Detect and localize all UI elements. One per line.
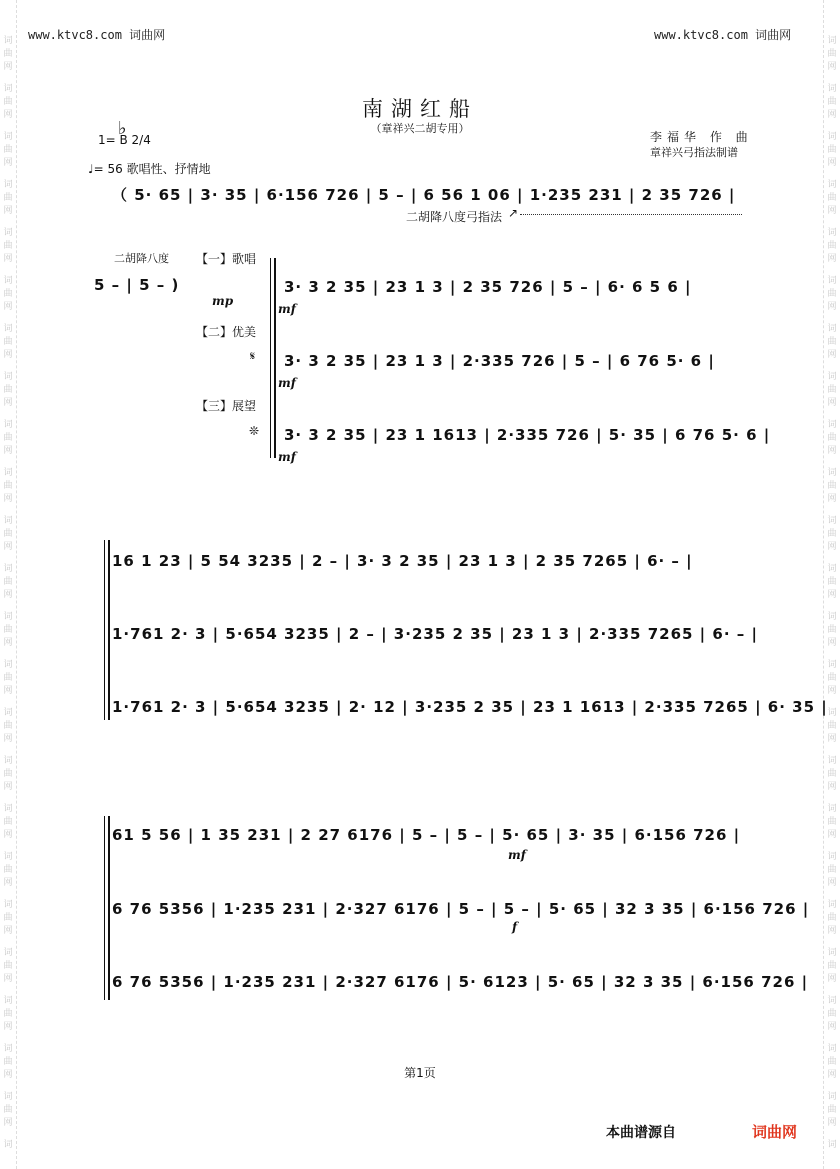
- side-watermark-char: 曲: [3, 673, 13, 683]
- side-watermark-char: 曲: [827, 433, 837, 443]
- side-watermark-char: 词: [827, 420, 837, 430]
- octave-note-2: 二胡降八度: [114, 252, 169, 265]
- key-signature: 1= B 2/4: [98, 133, 151, 147]
- side-watermark-char: 曲: [827, 289, 837, 299]
- side-watermark-char: 词: [3, 660, 13, 670]
- side-watermark-char: 词: [827, 1092, 837, 1102]
- side-watermark-char: 曲: [3, 529, 13, 539]
- side-watermark-char: 曲: [827, 49, 837, 59]
- section-label-2: 【二】优美: [196, 325, 257, 339]
- side-watermark-char: 网: [827, 638, 837, 648]
- pre-notation-line: 5 – | 5 – ): [94, 276, 180, 294]
- side-watermark-char: 词: [3, 948, 13, 958]
- right-watermark-strip: [823, 0, 840, 1169]
- side-watermark-char: 网: [827, 398, 837, 408]
- side-watermark-char: 网: [3, 398, 13, 408]
- side-watermark-char: 网: [3, 1070, 13, 1080]
- side-watermark-char: 网: [3, 158, 13, 168]
- dynamic-mf-4: mf: [508, 848, 526, 862]
- side-watermark-char: 词: [3, 708, 13, 718]
- side-watermark-char: 曲: [3, 337, 13, 347]
- side-watermark-char: 词: [827, 84, 837, 94]
- side-watermark-char: 网: [3, 830, 13, 840]
- system2-part1: 16 1 23 | 5 54 3235 | 2 – | 3· 3 2 35 | 23 1 3 | 2 35 7265 | 6· – |: [112, 552, 693, 570]
- side-watermark-char: 词: [827, 948, 837, 958]
- side-watermark-char: 曲: [827, 193, 837, 203]
- watermark-url-right: www.ktvc8.com 词曲网: [654, 28, 792, 42]
- side-watermark-char: 词: [3, 756, 13, 766]
- side-watermark-char: 网: [827, 1022, 837, 1032]
- side-watermark-char: 词: [3, 852, 13, 862]
- side-watermark-char: 曲: [3, 1105, 13, 1115]
- side-watermark-char: 网: [827, 1070, 837, 1080]
- side-watermark-char: 曲: [3, 961, 13, 971]
- side-watermark-char: 网: [3, 542, 13, 552]
- side-watermark-char: 网: [3, 254, 13, 264]
- side-watermark-char: 词: [827, 1140, 837, 1150]
- side-watermark-char: 曲: [827, 241, 837, 251]
- side-watermark-char: 词: [827, 516, 837, 526]
- system3-part3: 6 76 5356 | 1·235 231 | 2·327 6176 | 5· 6123 | 5· 65 | 32 3 35 | 6·156 726 |: [112, 973, 809, 991]
- segno-icon: 𝄋: [250, 349, 256, 363]
- side-watermark-char: 词: [3, 84, 13, 94]
- side-watermark-char: 词: [827, 372, 837, 382]
- side-watermark-char: 网: [3, 782, 13, 792]
- side-watermark-char: 网: [3, 686, 13, 696]
- side-watermark-char: 词: [3, 468, 13, 478]
- side-watermark-char: 词: [827, 708, 837, 718]
- side-watermark-char: 曲: [827, 385, 837, 395]
- side-watermark-char: 曲: [827, 577, 837, 587]
- side-watermark-char: 词: [3, 276, 13, 286]
- side-watermark-char: 网: [827, 782, 837, 792]
- side-watermark-char: 词: [827, 900, 837, 910]
- side-watermark-char: 网: [827, 686, 837, 696]
- side-watermark-char: 网: [827, 62, 837, 72]
- side-watermark-char: 词: [3, 564, 13, 574]
- side-watermark-char: 词: [827, 132, 837, 142]
- side-watermark-char: 词: [827, 804, 837, 814]
- side-watermark-char: 网: [827, 110, 837, 120]
- side-watermark-char: 网: [827, 158, 837, 168]
- system1-part1: 3· 3 2 35 | 23 1 3 | 2 35 726 | 5 – | 6· 6 5 6 |: [284, 278, 692, 296]
- dotted-extension-line: [520, 214, 742, 215]
- side-watermark-char: 词: [827, 996, 837, 1006]
- score-subtitle: （章祥兴二胡专用）: [370, 122, 470, 135]
- side-watermark-char: 网: [3, 62, 13, 72]
- side-watermark-char: 曲: [827, 1009, 837, 1019]
- flat-sign: ♭: [118, 118, 127, 139]
- system1-bracket-thin: [270, 258, 271, 458]
- site-logo: 词曲网: [752, 1123, 798, 1141]
- side-watermark-char: 词: [827, 756, 837, 766]
- side-watermark-char: 词: [3, 132, 13, 142]
- side-watermark-char: 曲: [3, 97, 13, 107]
- side-watermark-char: 网: [3, 590, 13, 600]
- system2-part2: 1·761 2· 3 | 5·654 3235 | 2 – | 3·235 2 35 | 23 1 3 | 2·335 7265 | 6· – |: [112, 625, 758, 643]
- side-watermark-char: 曲: [827, 1105, 837, 1115]
- section-label-1: 【一】歌唱: [196, 252, 257, 266]
- side-watermark-char: 网: [3, 878, 13, 888]
- side-watermark-char: 网: [827, 302, 837, 312]
- side-watermark-char: 曲: [827, 625, 837, 635]
- section-label-3: 【三】展望: [196, 399, 257, 413]
- side-watermark-char: 网: [827, 446, 837, 456]
- system3-part1: 61 5 56 | 1 35 231 | 2 27 6176 | 5 – | 5 – | 5· 65 | 3· 35 | 6·156 726 |: [112, 826, 741, 844]
- side-watermark-char: 词: [3, 180, 13, 190]
- side-watermark-char: 网: [827, 542, 837, 552]
- dynamic-f: f: [512, 920, 518, 934]
- side-watermark-char: 词: [3, 36, 13, 46]
- dynamic-mf-2: mf: [278, 376, 296, 390]
- side-watermark-char: 曲: [3, 145, 13, 155]
- side-watermark-char: 网: [827, 926, 837, 936]
- side-watermark-char: 网: [3, 302, 13, 312]
- side-watermark-char: 词: [3, 996, 13, 1006]
- side-watermark-char: 词: [827, 468, 837, 478]
- intro-notation-line: （ 5· 65 | 3· 35 | 6·156 726 | 5 – | 6 56 1 06 | 1·235 231 | 2 35 726 |: [112, 186, 736, 204]
- system2-bracket-thin: [104, 540, 105, 720]
- side-watermark-char: 网: [3, 206, 13, 216]
- side-watermark-char: 词: [3, 900, 13, 910]
- dynamic-mf-3: mf: [278, 450, 296, 464]
- side-watermark-char: 网: [827, 254, 837, 264]
- side-watermark-char: 网: [3, 1022, 13, 1032]
- side-watermark-char: 网: [827, 830, 837, 840]
- side-watermark-char: 网: [3, 638, 13, 648]
- side-watermark-char: 网: [3, 350, 13, 360]
- system1-bracket-thick: [274, 258, 276, 458]
- side-watermark-char: 曲: [827, 1057, 837, 1067]
- side-watermark-char: 网: [827, 1118, 837, 1128]
- side-watermark-char: 曲: [3, 865, 13, 875]
- side-watermark-char: 词: [3, 612, 13, 622]
- arranger: 章祥兴弓指法制谱: [650, 146, 738, 159]
- side-watermark-char: 网: [3, 974, 13, 984]
- side-watermark-char: 网: [827, 974, 837, 984]
- side-watermark-char: 词: [3, 420, 13, 430]
- side-watermark-char: 曲: [827, 673, 837, 683]
- side-watermark-char: 曲: [827, 337, 837, 347]
- side-watermark-char: 曲: [3, 625, 13, 635]
- side-watermark-char: 曲: [3, 49, 13, 59]
- system1-part2: 3· 3 2 35 | 23 1 3 | 2·335 726 | 5 – | 6 76 5· 6 |: [284, 352, 715, 370]
- arrow-icon: ↗: [508, 206, 519, 220]
- side-watermark-char: 网: [3, 110, 13, 120]
- side-watermark-char: 词: [3, 1044, 13, 1054]
- side-watermark-char: 曲: [827, 961, 837, 971]
- left-watermark-strip: [0, 0, 17, 1169]
- side-watermark-char: 网: [3, 446, 13, 456]
- system1-part3: 3· 3 2 35 | 23 1 1613 | 2·335 726 | 5· 35 | 6 76 5· 6 |: [284, 426, 771, 444]
- system3-bracket-thin: [104, 816, 105, 1000]
- side-watermark-char: 词: [3, 1092, 13, 1102]
- side-watermark-char: 曲: [827, 97, 837, 107]
- side-watermark-char: 网: [827, 206, 837, 216]
- dynamic-mp: mp: [212, 294, 234, 308]
- side-watermark-char: 曲: [3, 193, 13, 203]
- dynamic-mf-1: mf: [278, 302, 296, 316]
- side-watermark-char: 曲: [3, 817, 13, 827]
- side-watermark-char: 网: [3, 926, 13, 936]
- side-watermark-char: 词: [3, 1140, 13, 1150]
- side-watermark-char: 网: [827, 494, 837, 504]
- side-watermark-char: 词: [827, 324, 837, 334]
- side-watermark-char: 词: [3, 372, 13, 382]
- side-watermark-char: 网: [827, 590, 837, 600]
- coda-icon: ❊: [249, 424, 260, 438]
- side-watermark-char: 曲: [3, 241, 13, 251]
- side-watermark-char: 词: [827, 564, 837, 574]
- side-watermark-char: 曲: [3, 289, 13, 299]
- system2-bracket-thick: [108, 540, 110, 720]
- side-watermark-char: 网: [3, 1118, 13, 1128]
- system3-bracket-thick: [108, 816, 110, 1000]
- side-watermark-char: 曲: [3, 913, 13, 923]
- side-watermark-char: 网: [827, 350, 837, 360]
- side-watermark-char: 曲: [3, 577, 13, 587]
- side-watermark-char: 曲: [3, 769, 13, 779]
- side-watermark-char: 词: [3, 516, 13, 526]
- system2-part3: 1·761 2· 3 | 5·654 3235 | 2· 12 | 3·235 2 35 | 23 1 1613 | 2·335 7265 | 6· 35 |: [112, 698, 828, 716]
- side-watermark-char: 曲: [3, 1009, 13, 1019]
- side-watermark-char: 曲: [3, 1057, 13, 1067]
- tempo-marking: ♩= 56 歌唱性、抒情地: [88, 162, 211, 176]
- side-watermark-char: 曲: [827, 529, 837, 539]
- side-watermark-char: 词: [3, 228, 13, 238]
- side-watermark-char: 曲: [3, 433, 13, 443]
- side-watermark-char: 曲: [827, 769, 837, 779]
- page-number: 第1页: [404, 1066, 436, 1080]
- side-watermark-char: 曲: [827, 721, 837, 731]
- side-watermark-char: 曲: [3, 721, 13, 731]
- score-title: 南湖红船: [362, 97, 478, 121]
- side-watermark-char: 曲: [3, 481, 13, 491]
- side-watermark-char: 曲: [827, 481, 837, 491]
- side-watermark-char: 词: [827, 228, 837, 238]
- side-watermark-char: 词: [827, 36, 837, 46]
- octave-note: 二胡降八度弓指法: [406, 210, 503, 224]
- watermark-url-left: www.ktvc8.com 词曲网: [28, 28, 166, 42]
- side-watermark-char: 词: [827, 180, 837, 190]
- side-watermark-char: 词: [827, 852, 837, 862]
- side-watermark-char: 曲: [827, 913, 837, 923]
- side-watermark-char: 曲: [827, 865, 837, 875]
- side-watermark-char: 词: [827, 1044, 837, 1054]
- side-watermark-char: 词: [827, 612, 837, 622]
- side-watermark-char: 词: [827, 276, 837, 286]
- side-watermark-char: 词: [3, 324, 13, 334]
- side-watermark-char: 词: [827, 660, 837, 670]
- side-watermark-char: 网: [3, 734, 13, 744]
- side-watermark-char: 曲: [3, 385, 13, 395]
- side-watermark-char: 曲: [827, 145, 837, 155]
- side-watermark-char: 曲: [827, 817, 837, 827]
- side-watermark-char: 词: [3, 804, 13, 814]
- system3-part2: 6 76 5356 | 1·235 231 | 2·327 6176 | 5 – | 5 – | 5· 65 | 32 3 35 | 6·156 726 |: [112, 900, 810, 918]
- side-watermark-char: 网: [3, 494, 13, 504]
- side-watermark-char: 网: [827, 734, 837, 744]
- side-watermark-char: 网: [827, 878, 837, 888]
- source-label: 本曲谱源自: [606, 1125, 676, 1141]
- composer: 李福华 作 曲: [650, 130, 753, 144]
